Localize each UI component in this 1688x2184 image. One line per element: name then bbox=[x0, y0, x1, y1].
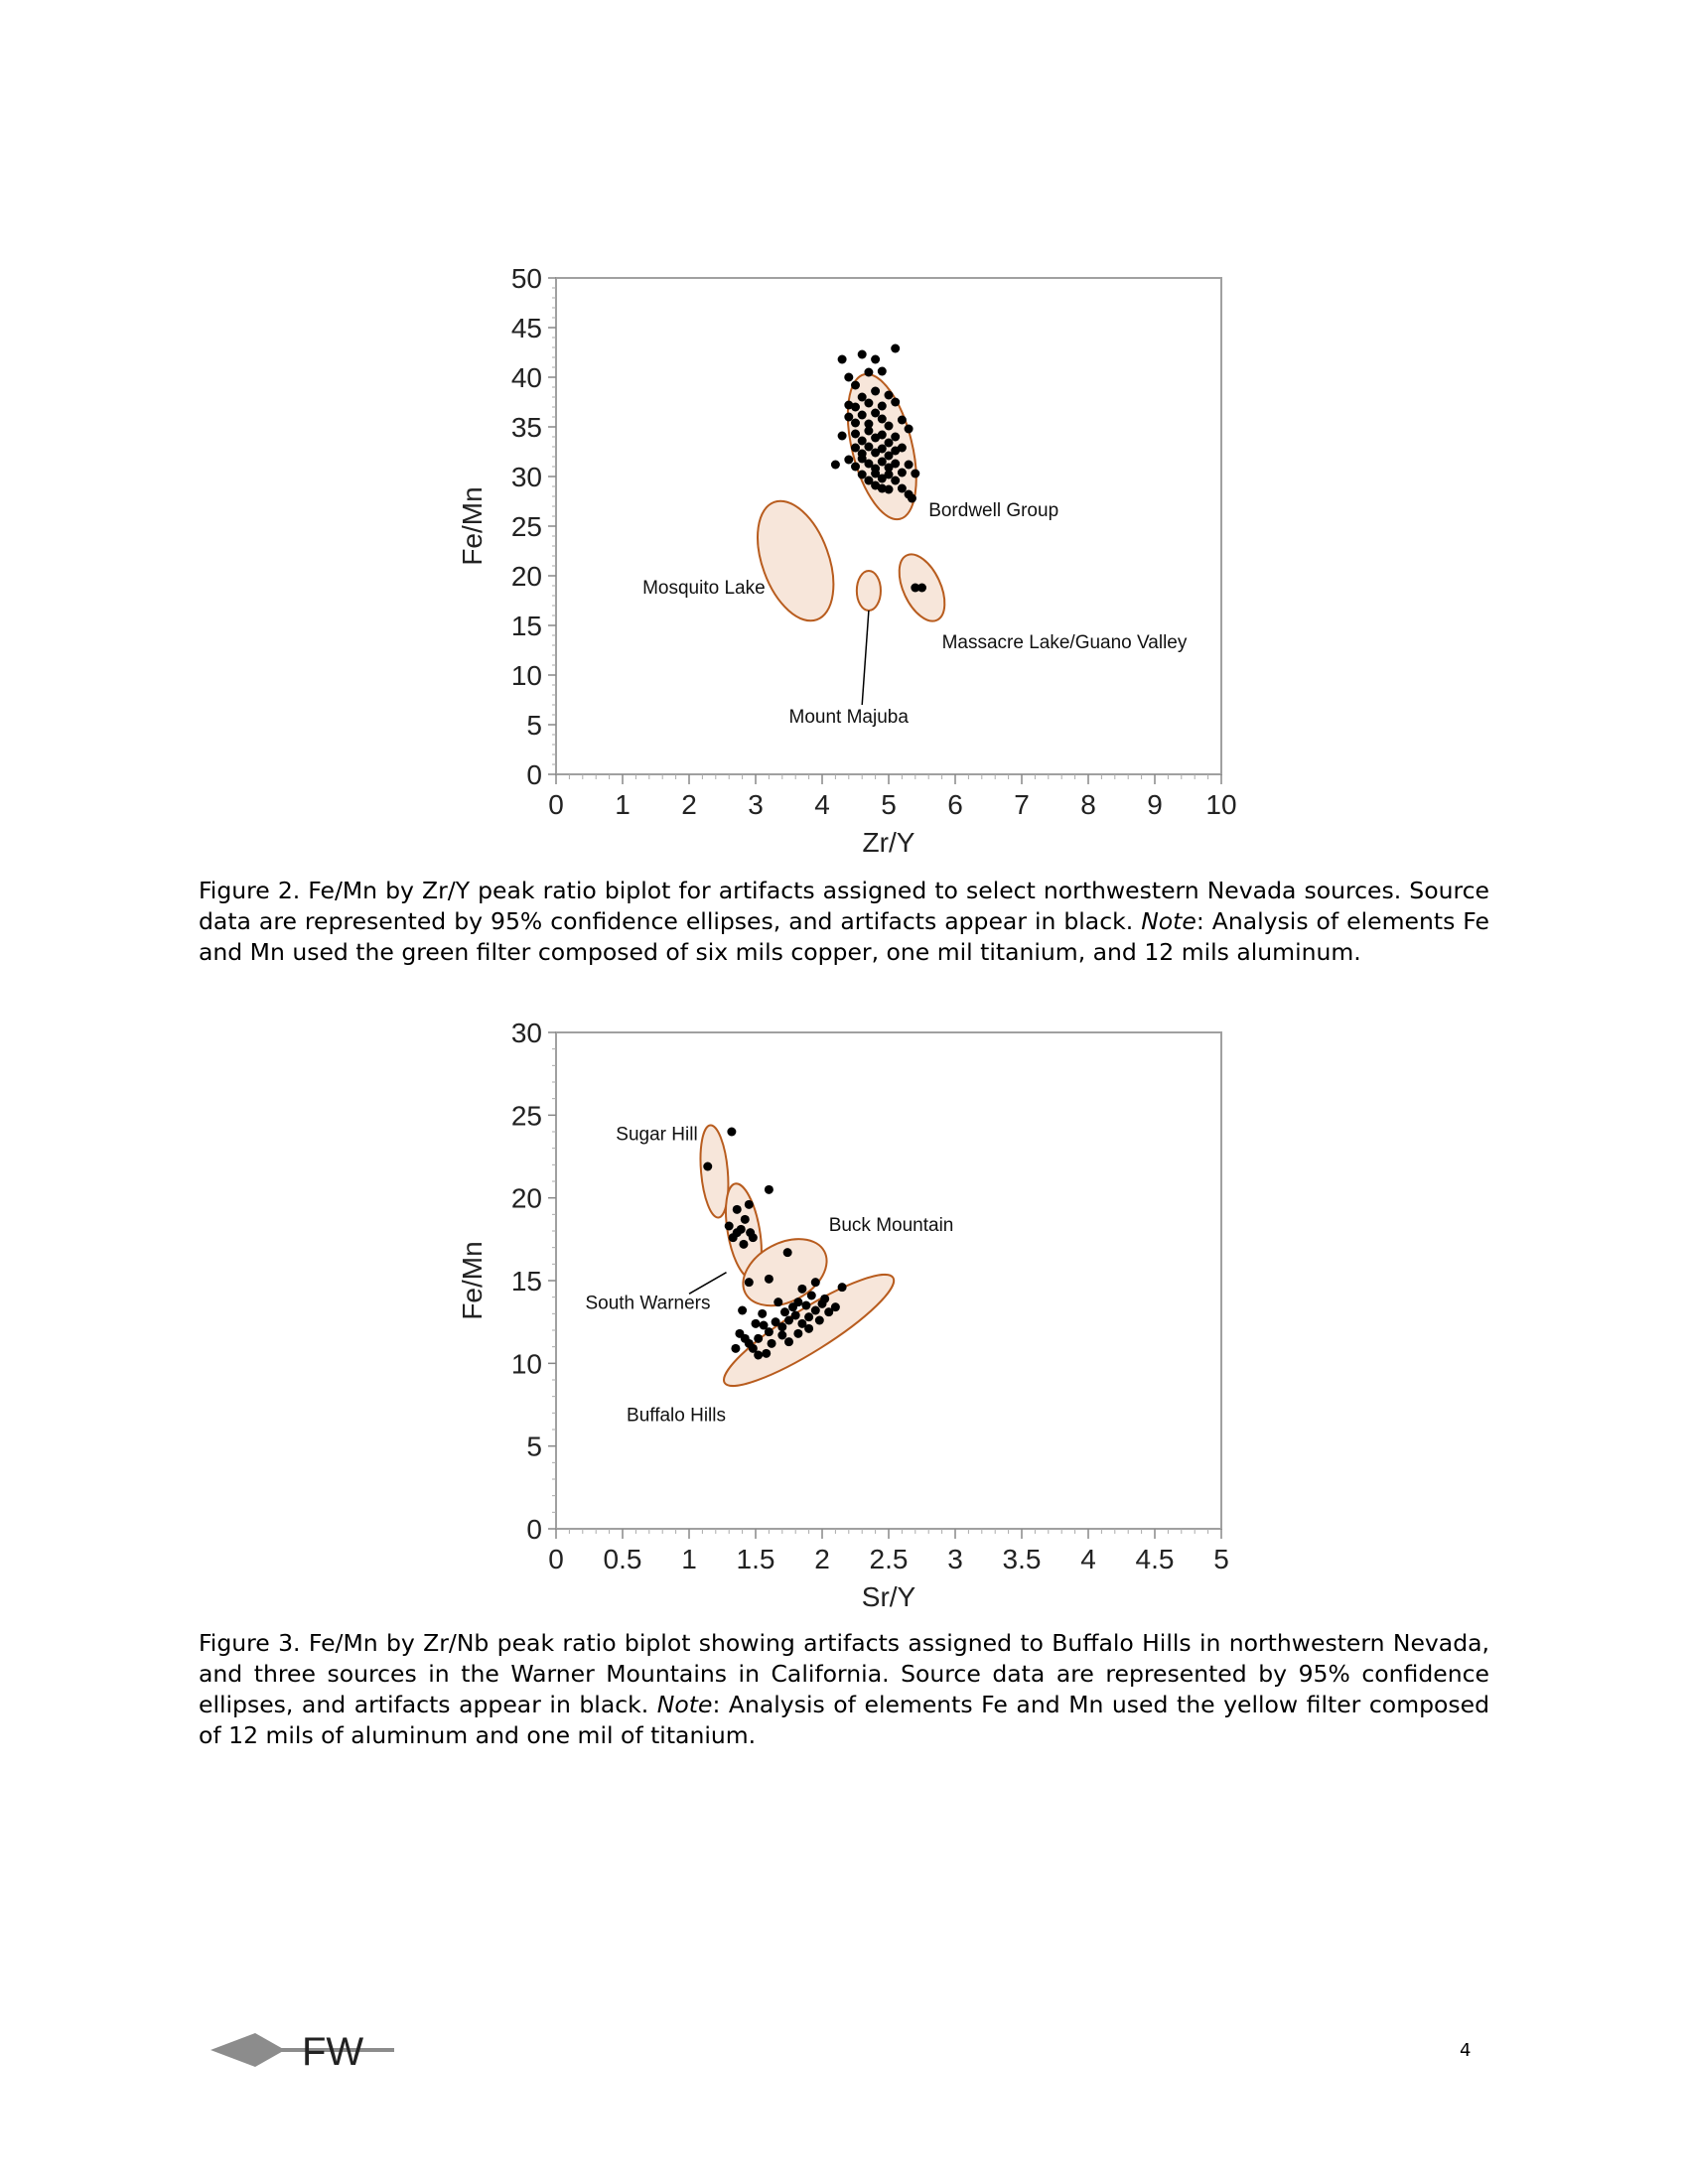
artifact-point bbox=[851, 403, 860, 412]
artifact-point bbox=[807, 1292, 816, 1300]
artifact-point bbox=[765, 1275, 774, 1284]
artifact-point bbox=[898, 416, 907, 425]
x-tick-label: 1 bbox=[615, 789, 631, 820]
artifact-point bbox=[777, 1331, 786, 1340]
artifact-point bbox=[858, 393, 867, 402]
artifact-point bbox=[745, 1200, 754, 1209]
artifact-point bbox=[878, 415, 887, 424]
y-tick-label: 15 bbox=[510, 611, 542, 641]
artifact-point bbox=[864, 443, 873, 452]
artifact-point bbox=[878, 402, 887, 411]
fw-logo bbox=[211, 2025, 399, 2075]
artifact-point bbox=[851, 419, 860, 428]
artifact-point bbox=[741, 1215, 750, 1224]
artifact-point bbox=[725, 1222, 734, 1231]
x-tick-label: 5 bbox=[1213, 1544, 1229, 1574]
x-tick-label: 3 bbox=[748, 789, 764, 820]
artifact-point bbox=[898, 469, 907, 478]
source-label: Bordwell Group bbox=[928, 500, 1059, 521]
artifact-point bbox=[891, 477, 900, 485]
figure-2-chart bbox=[427, 248, 1261, 864]
artifact-point bbox=[762, 1349, 771, 1358]
artifact-point bbox=[783, 1248, 792, 1257]
artifact-point bbox=[831, 1302, 840, 1311]
x-tick-label: 0 bbox=[548, 789, 564, 820]
x-tick-label: 1 bbox=[681, 1544, 697, 1574]
plot-area bbox=[556, 278, 1221, 774]
y-tick-label: 40 bbox=[510, 362, 542, 393]
artifact-point bbox=[811, 1306, 820, 1315]
x-tick-label: 2.5 bbox=[869, 1544, 909, 1574]
y-axis-label: Fe/Mn bbox=[457, 1241, 488, 1320]
artifact-point bbox=[811, 1278, 820, 1287]
artifact-point bbox=[891, 460, 900, 469]
artifact-point bbox=[804, 1324, 813, 1333]
x-axis-label: Zr/Y bbox=[862, 827, 915, 858]
x-tick-label: 2 bbox=[814, 1544, 830, 1574]
artifact-point bbox=[820, 1295, 829, 1303]
y-tick-label: 25 bbox=[510, 511, 542, 542]
artifact-point bbox=[754, 1334, 763, 1343]
artifact-point bbox=[898, 444, 907, 453]
y-tick-label: 25 bbox=[510, 1100, 542, 1132]
x-tick-label: 3.5 bbox=[1002, 1544, 1042, 1574]
page-number: 4 bbox=[1460, 2040, 1472, 2061]
logo-text: FW bbox=[302, 2030, 364, 2074]
x-tick-label: 3 bbox=[947, 1544, 963, 1574]
artifact-point bbox=[741, 1334, 750, 1343]
artifact-point bbox=[878, 431, 887, 440]
artifact-point bbox=[765, 1327, 774, 1336]
source-label: Buffalo Hills bbox=[627, 1405, 727, 1427]
artifact-point bbox=[793, 1329, 802, 1338]
artifact-point bbox=[838, 355, 847, 364]
figure-2-caption bbox=[199, 876, 1489, 968]
artifact-point bbox=[738, 1306, 747, 1315]
artifact-point bbox=[891, 398, 900, 407]
artifact-point bbox=[878, 458, 887, 467]
artifact-point bbox=[905, 425, 914, 434]
source-label: Mount Majuba bbox=[788, 707, 909, 728]
figure-3-caption bbox=[199, 1628, 1489, 1751]
y-tick-label: 20 bbox=[510, 561, 542, 592]
artifact-point bbox=[768, 1339, 776, 1348]
artifact-point bbox=[871, 387, 880, 396]
artifact-point bbox=[885, 471, 894, 479]
artifact-point bbox=[864, 399, 873, 408]
artifact-point bbox=[858, 350, 867, 359]
artifact-point bbox=[739, 1240, 748, 1249]
x-tick-label: 9 bbox=[1147, 789, 1163, 820]
caption-text: Figure 2. Fe/Mn by Zr/Y peak ratio biplot for artifacts assigned to select northwestern Nevada sources. Source data are represented by 95% confidence ellipses, and artifacts appear in black. bbox=[199, 877, 1489, 935]
artifact-point bbox=[878, 367, 887, 376]
artifact-point bbox=[851, 444, 860, 453]
x-tick-label: 5 bbox=[881, 789, 897, 820]
artifact-point bbox=[891, 433, 900, 442]
artifact-point bbox=[885, 391, 894, 400]
artifact-point bbox=[844, 373, 853, 382]
source-label: Sugar Hill bbox=[616, 1124, 698, 1146]
x-tick-label: 0 bbox=[548, 1544, 564, 1574]
artifact-point bbox=[864, 427, 873, 436]
artifact-point bbox=[733, 1205, 742, 1214]
artifact-point bbox=[864, 368, 873, 377]
artifact-point bbox=[838, 1283, 847, 1292]
artifact-point bbox=[765, 1185, 774, 1194]
artifact-point bbox=[885, 439, 894, 448]
y-tick-label: 20 bbox=[510, 1182, 542, 1214]
confidence-ellipse bbox=[857, 571, 881, 611]
artifact-point bbox=[804, 1312, 813, 1321]
artifact-point bbox=[780, 1307, 789, 1316]
x-tick-label: 1.5 bbox=[736, 1544, 775, 1574]
x-tick-label: 7 bbox=[1014, 789, 1030, 820]
y-tick-label: 35 bbox=[510, 412, 542, 443]
y-tick-label: 10 bbox=[510, 660, 542, 691]
source-label: Massacre Lake/Guano Valley bbox=[941, 632, 1188, 653]
artifact-point bbox=[838, 432, 847, 441]
artifact-point bbox=[851, 381, 860, 390]
caption-text: : Analysis of elements Fe and Mn used the yellow filter composed of 12 mils of aluminum and one mil of titanium. bbox=[199, 1691, 1489, 1749]
y-tick-label: 10 bbox=[510, 1348, 542, 1380]
artifact-point bbox=[758, 1309, 767, 1318]
artifact-point bbox=[733, 1228, 742, 1237]
artifact-point bbox=[891, 344, 900, 353]
x-tick-label: 10 bbox=[1205, 789, 1237, 820]
x-tick-label: 2 bbox=[681, 789, 697, 820]
y-tick-label: 45 bbox=[510, 313, 542, 343]
x-tick-label: 4.5 bbox=[1135, 1544, 1175, 1574]
artifact-point bbox=[885, 485, 894, 494]
artifact-point bbox=[831, 461, 840, 470]
artifact-point bbox=[793, 1297, 802, 1306]
artifact-point bbox=[858, 411, 867, 420]
y-tick-label: 30 bbox=[510, 462, 542, 492]
caption-text: : Analysis of elements Fe and Mn used the green filter composed of six mils copper, one mil titanium, and 12 mils aluminum. bbox=[199, 907, 1489, 966]
artifact-point bbox=[858, 471, 867, 479]
figure-3-chart bbox=[427, 1003, 1261, 1618]
artifact-point bbox=[844, 413, 853, 422]
source-label: Mosquito Lake bbox=[642, 578, 766, 599]
artifact-point bbox=[752, 1319, 761, 1328]
x-tick-label: 6 bbox=[947, 789, 963, 820]
y-tick-label: 15 bbox=[510, 1266, 542, 1297]
y-tick-label: 0 bbox=[526, 1514, 542, 1545]
artifact-point bbox=[727, 1128, 736, 1137]
y-axis-label: Fe/Mn bbox=[457, 486, 488, 566]
artifact-point bbox=[908, 494, 916, 503]
source-label: South Warners bbox=[585, 1293, 711, 1314]
artifact-point bbox=[898, 484, 907, 493]
artifact-point bbox=[871, 409, 880, 418]
artifact-point bbox=[801, 1301, 810, 1310]
artifact-point bbox=[754, 1351, 763, 1360]
artifact-point bbox=[784, 1337, 793, 1346]
artifact-point bbox=[791, 1311, 800, 1320]
artifact-point bbox=[885, 422, 894, 431]
x-tick-label: 8 bbox=[1080, 789, 1096, 820]
artifact-point bbox=[871, 355, 880, 364]
x-tick-label: 0.5 bbox=[603, 1544, 642, 1574]
artifact-point bbox=[911, 470, 919, 478]
artifact-point bbox=[749, 1233, 758, 1242]
caption-note: Note bbox=[656, 1691, 713, 1718]
x-tick-label: 4 bbox=[814, 789, 830, 820]
x-axis-label: Sr/Y bbox=[861, 1581, 916, 1612]
artifact-point bbox=[851, 430, 860, 439]
artifact-point bbox=[797, 1285, 806, 1294]
artifact-point bbox=[905, 461, 914, 470]
artifact-point bbox=[815, 1316, 824, 1325]
y-tick-label: 5 bbox=[526, 1431, 542, 1462]
artifact-point bbox=[703, 1162, 712, 1171]
caption-note: Note bbox=[1141, 907, 1196, 935]
artifact-point bbox=[844, 456, 853, 465]
source-label: Buck Mountain bbox=[828, 1215, 954, 1236]
artifact-point bbox=[745, 1278, 754, 1287]
caption-text: Figure 3. Fe/Mn by Zr/Nb peak ratio biplot showing artifacts assigned to Buffalo Hills in northwestern Nevada, and three sources in the Warner Mountains in California. Source data are represented by 95% confidence ellipses, and artifacts appear in black. bbox=[199, 1629, 1489, 1718]
artifact-point bbox=[851, 463, 860, 472]
artifact-point bbox=[777, 1322, 786, 1331]
artifact-point bbox=[917, 584, 926, 593]
artifact-point bbox=[731, 1344, 740, 1353]
y-tick-label: 30 bbox=[510, 1018, 542, 1048]
artifact-point bbox=[858, 437, 867, 446]
artifact-point bbox=[878, 445, 887, 454]
y-tick-label: 50 bbox=[510, 263, 542, 294]
artifact-point bbox=[774, 1297, 782, 1306]
x-tick-label: 4 bbox=[1080, 1544, 1096, 1574]
y-tick-label: 0 bbox=[526, 759, 542, 790]
y-tick-label: 5 bbox=[526, 710, 542, 741]
